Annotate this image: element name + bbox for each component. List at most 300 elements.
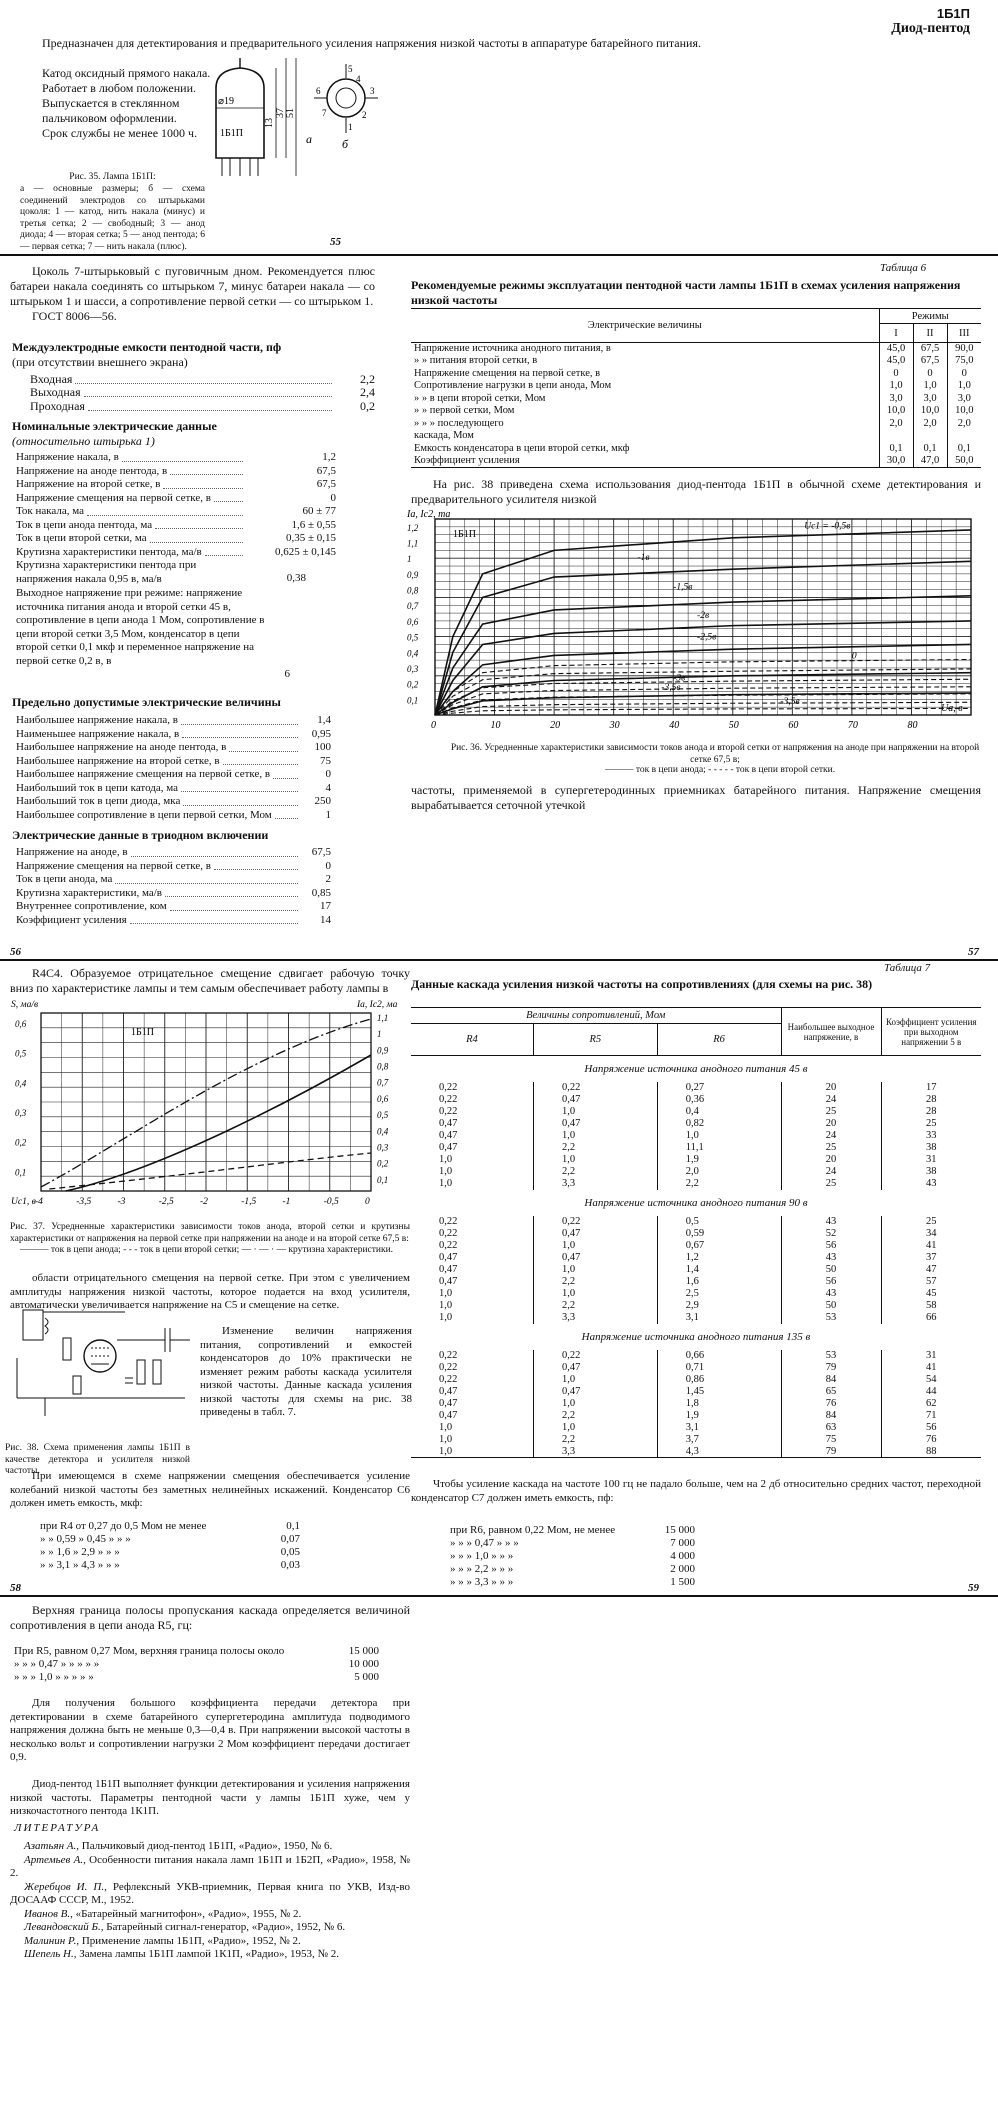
table-cell: 0,22 (411, 1082, 533, 1094)
table6-label: Таблица 6 (880, 262, 927, 274)
table-cell: 1,6 (657, 1276, 781, 1288)
spec-row (16, 887, 331, 901)
spec-leader (214, 869, 298, 870)
y-right-tick-label: 1 (377, 1029, 382, 1040)
table-cell: 76 (926, 1433, 937, 1445)
x-tick-label: 60 (788, 720, 799, 731)
list-item-label: при R4 от 0,27 до 0,5 Мом не менее (40, 1520, 207, 1532)
list-item-value: 5 000 (354, 1671, 379, 1683)
table-cell: 25 (781, 1106, 881, 1118)
line-2: Работает в любом положении. (42, 81, 197, 95)
divider-bottom (0, 1595, 998, 1597)
table-cell: 79 (781, 1446, 881, 1458)
y-right-tick-label: 0,4 (377, 1126, 389, 1137)
dim-13: 13 (264, 118, 275, 128)
capacitance-list (30, 373, 375, 414)
table-cell: 79 (781, 1362, 881, 1374)
table-cell: 0 (961, 367, 967, 379)
y-right-tick-label: 0,2 (377, 1158, 389, 1169)
table-cell: 2,2 (533, 1276, 657, 1288)
spec-value: 4 (325, 781, 331, 794)
table-cell: 0,22 (411, 1362, 533, 1374)
table7-col-r6: R6 (657, 1024, 781, 1056)
table-cell: 2,2 (533, 1410, 657, 1422)
table-cell: 31 (926, 1153, 937, 1165)
table-cell: 3,0 (957, 392, 971, 404)
spec-row (16, 505, 336, 519)
table-cell: 44 (926, 1385, 937, 1397)
spec-label: Ток в цепи анода, ма (16, 873, 113, 885)
page-number-56: 56 (10, 946, 21, 958)
table7-col-r4: R4 (411, 1024, 533, 1056)
table-cell-label: Коэффициент усиления (411, 455, 879, 468)
table-cell (947, 430, 981, 443)
nominal-b-value: 6 (284, 668, 290, 680)
reference-title: Рефлексный УКВ-приемник, Первая книга по УКВ, Изд-во ДОСААФ СССР, М., 1952. (10, 1880, 410, 1906)
table-cell: 43 (781, 1216, 881, 1228)
list-item-label: при R6, равном 0,22 Мом, не менее (450, 1524, 616, 1536)
x-tick-label: 30 (609, 720, 620, 731)
list-item-label: » » 1,6 » 2,9 » » » (40, 1546, 120, 1558)
table6-mode-2: II (913, 324, 947, 343)
table-cell: 1,2 (657, 1252, 781, 1264)
spec-value: 0 (325, 768, 331, 780)
table-cell: 0,1 (913, 443, 947, 456)
table-cell: 25 (926, 1215, 937, 1227)
table-cell: 63 (781, 1422, 881, 1434)
spec-value: 2,2 (360, 371, 375, 386)
table-cell: 0,22 (411, 1350, 533, 1362)
spec-value: 1,4 (317, 714, 331, 726)
reference-item (10, 1854, 410, 1881)
list-item-value: 15 000 (348, 1645, 379, 1657)
table-cell: 0,47 (411, 1130, 533, 1142)
table-cell: 1,0 (411, 1300, 533, 1312)
spec-leader (273, 778, 298, 779)
reference-title: Замена лампы 1Б1П лампой 1К1П, «Радио», 1953, № 2. (76, 1948, 339, 1960)
spec-leader (275, 818, 298, 819)
spec-leader (170, 474, 243, 475)
spec-leader (181, 791, 298, 792)
table-row (411, 1178, 981, 1190)
table6-mode-3: III (947, 324, 981, 343)
chart-tube-label: 1Б1П (453, 529, 476, 540)
reference-title: Батарейный сигнал-генератор, «Радио», 1952, № 6. (103, 1921, 346, 1933)
x-tick-label: -3,5 (76, 1197, 92, 1207)
table6-mode-1: I (879, 324, 913, 343)
table-cell: 20 (781, 1082, 881, 1094)
reference-title: Пальчиковый диод-пентод 1Б1П, «Радио», 1950, № 6. (79, 1840, 333, 1852)
table-6 (411, 308, 981, 468)
dim-51: 51 (285, 108, 296, 118)
table-cell: 71 (926, 1409, 937, 1421)
fig38-caption: Рис. 38. Схема применения лампы 1Б1П в качестве детектора и усилителя низкой частоты. (5, 1443, 190, 1476)
list-item-value: 0,07 (280, 1533, 300, 1545)
table-cell: 2,0 (913, 418, 947, 431)
p58-text1: области отрицательного смещения на первой сетке. При этом с увеличением амплитуды напряжения низкой частоты, которое подается на вход усилителя, автоматически увеличивается напряжение на C5 и смещение на сетке. (10, 1272, 410, 1311)
table-cell: 24 (781, 1094, 881, 1106)
table-cell: 2,0 (657, 1166, 781, 1178)
spec-label: Выходная (30, 385, 81, 399)
table-row (411, 1386, 981, 1398)
table-cell: 84 (781, 1410, 881, 1422)
reference-item (10, 1935, 410, 1949)
table-cell: 3,3 (533, 1178, 657, 1190)
table-row (411, 1374, 981, 1386)
x-axis-label: Ua, в (941, 703, 963, 714)
spec-label: Наибольшее напряжение накала, в (16, 714, 178, 726)
intro-text: Предназначен для детектирования и предварительного усиления напряжения низкой частоты в аппаратуре батарейного питания. (42, 36, 701, 50)
spec-label: Коэффициент усиления (16, 913, 127, 926)
table-cell: 28 (926, 1105, 937, 1117)
table-cell: 0,22 (411, 1216, 533, 1228)
x-tick-label: 10 (490, 720, 501, 731)
table-cell: 10,0 (879, 405, 913, 418)
spec-leader (223, 764, 298, 765)
spec-value: 250 (314, 795, 331, 807)
nominal-a: Крутизна характеристики пентода при напряжения накала 0,95 в, ма/в (16, 559, 197, 585)
reference-author: Азатьян А., (24, 1840, 79, 1852)
table-cell: 0,22 (533, 1082, 657, 1094)
table-cell-label: Напряжение смещения на первой сетке, в (411, 368, 879, 381)
list-item-value: 0,05 (280, 1546, 300, 1558)
table-cell: 1,0 (411, 1446, 533, 1458)
list-item-value: 2 000 (670, 1563, 695, 1575)
screen-current-line (49, 1153, 371, 1189)
table-cell: 0 (913, 368, 947, 381)
x-tick-label: 0 (365, 1197, 370, 1207)
table-cell: 56 (781, 1240, 881, 1252)
table7-gain-head: Коэффициент усиления при выходном напряжении 5 в (881, 1008, 981, 1056)
spec-value: 100 (314, 741, 331, 753)
pin-3: 3 (370, 86, 375, 96)
table-row (411, 1398, 981, 1410)
list-item-label: » » » 0,47 » » » (450, 1537, 519, 1549)
reference-author: Артемьев А., (24, 1853, 86, 1866)
nominal-a-value: 0,38 (286, 572, 306, 584)
list-item (40, 1533, 300, 1546)
table-cell: 1,0 (411, 1312, 533, 1324)
spec-row (30, 400, 375, 414)
table-row (411, 443, 981, 456)
tube-subtitle: Диод-пентод (891, 21, 970, 36)
reference-author: Малинин Р., (24, 1934, 80, 1947)
table-row (411, 1446, 981, 1458)
table-cell: 1,0 (411, 1434, 533, 1446)
table-cell: 41 (926, 1361, 937, 1373)
reference-item (10, 1908, 410, 1922)
reference-title: «Батарейный магнитофон», «Радио», 1955, № 2. (72, 1907, 302, 1920)
spec-value: 17 (320, 900, 331, 912)
spec-leader (214, 501, 243, 502)
list-item-label: » » 3,1 » 4,3 » » » (40, 1559, 120, 1571)
table-row (411, 1410, 981, 1422)
table-cell: 38 (926, 1141, 937, 1153)
table-row (411, 1082, 981, 1094)
table-cell: 3,0 (913, 393, 947, 406)
table-cell: 1,4 (657, 1264, 781, 1276)
table-cell-label: » » в цепи второй сетки, Мом (411, 393, 879, 406)
spec-label: Ток в цепи анода пентода, ма (16, 518, 153, 531)
table6-title: Рекомендуемые режимы эксплуатации пентодной части лампы 1Б1П в схемах усиления напряжения низкой частоты (411, 278, 961, 307)
table-cell: 0,47 (411, 1398, 533, 1410)
table-cell: 0,47 (411, 1118, 533, 1130)
pin-2: 2 (362, 110, 367, 120)
table-cell: 62 (926, 1397, 937, 1409)
table-row (411, 1422, 981, 1434)
x-tick-label: 0 (431, 720, 436, 731)
spec-label: Наибольший ток в цепи катода, ма (16, 781, 179, 794)
nominal-sub: (относительно штырька 1) (12, 434, 155, 448)
y-right-tick-label: 0,8 (377, 1061, 389, 1072)
spec-leader (150, 542, 243, 543)
table-row (411, 1106, 981, 1118)
list-item-label: » » 0,59 » 0,45 » » » (40, 1533, 131, 1545)
table-cell: 2,0 (879, 418, 913, 431)
spec-row (16, 451, 336, 465)
p59-text1: Чтобы усиление каскада на частоте 100 гц не падало больше, чем на 2 дб относительно средних частот, переходной конденсатор C7 должен иметь емкость, пф: (411, 1478, 981, 1504)
spec-leader (182, 737, 298, 738)
spec-label: Наибольшее напряжение на аноде пентода, в (16, 741, 227, 753)
table-cell: 1,45 (657, 1386, 781, 1398)
nominal-list (16, 451, 336, 559)
spec-label: Внутреннее сопротивление, ком (16, 900, 167, 912)
fig-b-label: б (342, 137, 349, 151)
table-cell: 25 (781, 1142, 881, 1154)
x-tick-label: -4 (35, 1197, 43, 1207)
p60-text3: Диод-пентод 1Б1П выполняет функции детектирования и усиления напряжения низкой частоты. Параметры пентодной части у лампы 1Б1П хуже, чем у низкочастотного пентода 1К1П. (10, 1778, 410, 1817)
table-group-row (411, 1190, 981, 1216)
table-row (411, 1288, 981, 1300)
fig37-caption: Рис. 37. Усредненные характеристики зависимости токов анода, второй сетки и крутизны характеристики от напряжения на первой сетке при напряжении на аноде и на второй сетке 67,5 в: (10, 1222, 410, 1244)
x-tick-label: -0,5 (323, 1197, 339, 1207)
y-right-tick-label: 1,1 (377, 1013, 389, 1023)
y-tick-label: 0,5 (407, 632, 419, 643)
table-cell: 1,0 (411, 1166, 533, 1178)
y-left-tick-label: 0,4 (15, 1078, 27, 1089)
page-number-57: 57 (968, 946, 979, 958)
tube-title: 1Б1П (936, 6, 970, 21)
table-cell: 0,47 (533, 1118, 657, 1130)
spec-leader (87, 515, 243, 516)
table-cell: 25 (781, 1178, 881, 1190)
y-right-tick-label: 0,7 (377, 1077, 389, 1088)
table-row (411, 393, 981, 406)
list-item-value: 1 500 (670, 1576, 695, 1588)
capacitance-heading: Междуэлектродные емкости пентодной части, пф (12, 340, 282, 354)
table-cell: 33 (926, 1129, 937, 1141)
x-axis-label: Uc1, в (11, 1197, 36, 1207)
table-row (411, 343, 981, 356)
spec-leader (131, 856, 298, 857)
list-item-label: » » » 3,3 » » » (450, 1576, 514, 1588)
table-row (411, 1434, 981, 1446)
spec-row (16, 741, 331, 755)
spec-leader (181, 724, 298, 725)
table-cell: 50 (781, 1264, 881, 1276)
nominal-b: Выходное напряжение при режиме: напряжение источника питания анода и второй сетки 45 в, сопротивление в цепи анода 1 Мом, сопротивление в цепи второй сетки 3,5 Мом, конденсатор в цепи второй сетки 0,1 мкф и переменное напряжение на первой сетке 0,2 в, в (16, 587, 265, 667)
c7-list (450, 1524, 695, 1589)
spec-leader (84, 396, 332, 397)
table-row (411, 405, 981, 418)
spec-leader (170, 910, 298, 911)
table-cell: 0,1 (957, 442, 971, 454)
spec-leader (75, 383, 332, 384)
p58-intro: R4C4. Образуемое отрицательное смещение сдвигает рабочую точку вниз по характеристике лампы и тем самым обеспечивает работу лампы в (10, 966, 410, 995)
c6-list (40, 1520, 300, 1572)
table-cell: 0,47 (533, 1228, 657, 1240)
table-cell: 47,0 (913, 455, 947, 468)
page-number-55: 55 (330, 236, 341, 248)
p60-text1: Верхняя граница полосы пропускания каскада определяется величиной сопротивления в цепи анода R5, гц: (10, 1603, 410, 1632)
list-item-value: 15 000 (664, 1524, 695, 1536)
table-cell: 84 (781, 1374, 881, 1386)
reference-item (10, 1840, 410, 1854)
table-row (411, 1166, 981, 1178)
table-cell: 1,0 (533, 1398, 657, 1410)
list-item (450, 1563, 695, 1576)
spec-value: 1,6 ± 0,55 (291, 518, 336, 531)
spec-value: 67,5 (311, 846, 331, 858)
spec-leader (88, 410, 332, 411)
y-tick-label: 1,1 (407, 538, 419, 549)
table-cell: 4,3 (657, 1446, 781, 1458)
table-cell: 0,4 (657, 1106, 781, 1118)
spec-row (16, 873, 331, 887)
spec-row (16, 478, 336, 492)
spec-value: 1 (325, 808, 331, 821)
table-cell: 43 (781, 1252, 881, 1264)
p57-text1: На рис. 38 приведена схема использования диод-пентода 1Б1П в обычной схеме детектирования и предварительного усилителя низкой (411, 477, 981, 506)
table-cell: 20 (781, 1154, 881, 1166)
table-cell: 1,0 (533, 1288, 657, 1300)
table-cell-label: » » » последующего (411, 418, 879, 431)
table-cell: 1,0 (533, 1154, 657, 1166)
spec-label: Наибольший ток в цепи диода, мка (16, 795, 181, 807)
table-row (411, 1276, 981, 1288)
reference-author: Иванов В., (24, 1907, 73, 1920)
spec-value: 0,2 (360, 398, 375, 413)
pin-5: 5 (348, 64, 353, 74)
y-tick-label: 0,4 (407, 648, 419, 659)
table-row (411, 1312, 981, 1324)
table-cell: 66 (926, 1311, 937, 1323)
table-group-title: Напряжение источника анодного питания 90 в (584, 1196, 808, 1209)
table-cell: 2,2 (657, 1178, 781, 1190)
spec-label: Проходная (30, 398, 85, 413)
table-cell: 0,82 (657, 1118, 781, 1130)
spec-value: 0,625 ± 0,145 (274, 545, 336, 558)
fig-a-label: а (306, 132, 312, 146)
list-item (450, 1524, 695, 1537)
list-item-value: 0,03 (280, 1559, 300, 1571)
table-cell (913, 430, 947, 443)
table-cell: 37 (926, 1251, 937, 1263)
table-7 (411, 1007, 981, 1458)
reference-author: Шепель Н., (24, 1948, 77, 1960)
reference-item (10, 1921, 410, 1935)
table-cell: 0,22 (411, 1240, 533, 1252)
spec-value: 0,95 (311, 727, 331, 740)
p60-text2: Для получения большого коэффициента передачи детектора при детектировании в схеме батарейного супергетеродина амплитуда подводимого напряжения должна быть не меньше 0,3—0,4 в. При напряжении высокой частоты в несколько вольт и сопротивлении нагрузки 2 Мом коэффициент передачи достигает 0,9. (10, 1697, 410, 1763)
gost: ГОСТ 8006—56. (32, 309, 117, 323)
x-tick-label: 40 (669, 720, 680, 731)
reference-item (10, 1881, 410, 1908)
triode-list (16, 846, 331, 927)
table-cell: 30,0 (879, 455, 913, 468)
line-4: Срок службы не менее 1000 ч. (42, 126, 198, 140)
spec-leader (122, 461, 243, 462)
table-cell: 1,0 (411, 1178, 533, 1190)
table-cell: 1,0 (533, 1240, 657, 1252)
table-group-row (411, 1324, 981, 1350)
page-number-59: 59 (968, 1582, 979, 1594)
table-cell: 3,0 (879, 393, 913, 406)
table-cell: 24 (781, 1166, 881, 1178)
y-right-tick-label: 0,3 (377, 1142, 389, 1153)
table-row (411, 1216, 981, 1228)
spec-label: Напряжение на второй сетке, в (16, 478, 161, 490)
table-cell: 3,7 (657, 1434, 781, 1446)
dim-diameter: ⌀19 (218, 96, 235, 107)
spec-value: 67,5 (316, 464, 336, 477)
spec-value: 2 (325, 873, 331, 885)
spec-row (16, 809, 331, 823)
spec-leader (130, 923, 298, 924)
spec-row (16, 768, 331, 782)
curve-label: -1,5в (673, 582, 693, 593)
spec-row (16, 846, 331, 860)
table-cell: 28 (926, 1093, 937, 1105)
curve-label: -3,5в (780, 697, 800, 708)
page-number-58: 58 (10, 1582, 21, 1594)
y-right-tick-label: 0,6 (377, 1093, 389, 1104)
table-cell-label: каскада, Мом (411, 430, 879, 443)
x-tick-label: -1 (282, 1197, 291, 1207)
table-row (411, 1130, 981, 1142)
p57-text2: частоты, применяемой в супергетеродинных приемниках батарейного питания. Напряжение смещения вырабатывается сеточной утечкой (411, 783, 981, 812)
reference-author: Левандовский Б., (24, 1921, 104, 1933)
spec-row (16, 914, 331, 928)
chart-tube-label: 1Б1П (131, 1027, 154, 1038)
spec-leader (229, 751, 298, 752)
table-cell: 10,0 (913, 405, 947, 418)
table-row (411, 1362, 981, 1374)
fig36-legend: ——— ток в цепи анода; - - - - - ток в цепи второй сетки. (605, 765, 836, 775)
table-cell: 1,9 (657, 1410, 781, 1422)
table-cell: 0,22 (533, 1216, 657, 1228)
table-cell: 0,47 (533, 1252, 657, 1264)
table-group-title: Напряжение источника анодного питания 45 в (584, 1062, 808, 1075)
table-row (411, 430, 981, 443)
spec-row (16, 465, 336, 479)
table-cell: 0,47 (533, 1362, 657, 1374)
table-cell: 2,9 (657, 1300, 781, 1312)
pin-4: 4 (356, 74, 361, 84)
table-cell: 0,47 (411, 1410, 533, 1422)
table7-title: Данные каскада усиления низкой частоты на сопротивлениях (для схемы на рис. 38) (411, 977, 873, 991)
table-cell: 45,0 (879, 355, 913, 368)
table-cell: 67,5 (913, 343, 947, 356)
table-group-row (411, 1056, 981, 1082)
table-cell: 0,22 (411, 1374, 533, 1386)
table-cell: 25 (926, 1117, 937, 1129)
table-cell: 88 (881, 1446, 981, 1458)
lamp-drawing (196, 58, 386, 190)
table-cell: 2,5 (657, 1288, 781, 1300)
list-item (450, 1576, 695, 1589)
p58-text3: При имеющемся в схеме напряжении смещения обеспечивается усиление колебаний низкой частоты без заметных нелинейных искажений. Конденсатор C6 должен иметь емкость, мкф: (10, 1470, 410, 1509)
